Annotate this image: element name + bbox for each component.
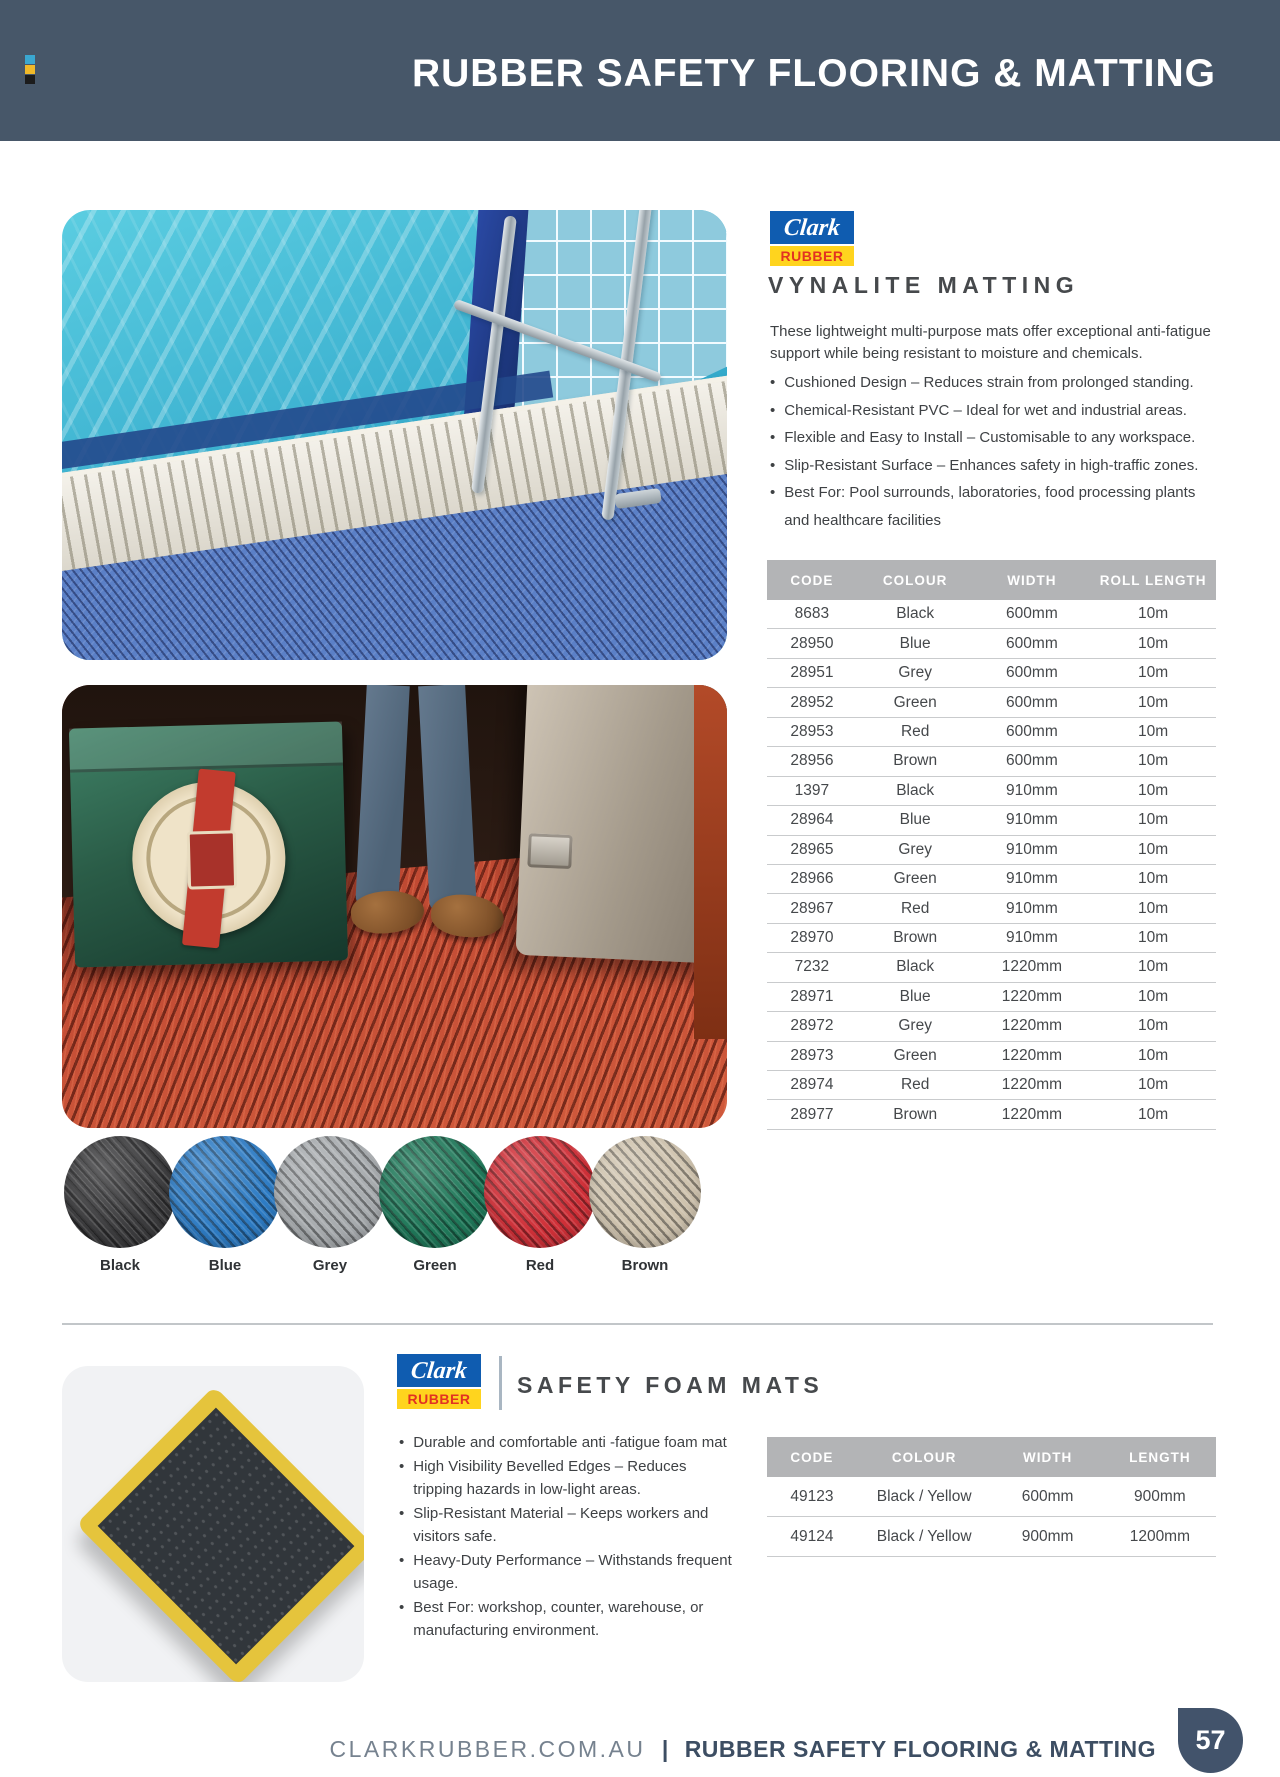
crate-lid <box>69 721 343 772</box>
column-header: WIDTH <box>1007 572 1057 588</box>
foam-bullet <box>399 1502 737 1549</box>
table-cell: 10m <box>1138 693 1169 711</box>
table-cell: 600mm <box>1006 634 1058 652</box>
table-row <box>767 894 1216 923</box>
table-cell: 10m <box>1138 634 1169 652</box>
table-cell: Red <box>900 899 930 917</box>
table-cell: 1220mm <box>1001 1076 1063 1094</box>
table-cell: Green <box>893 1046 937 1064</box>
vynalite-section-title: VYNALITE MATTING <box>768 272 1080 298</box>
print-registration-icon <box>25 55 35 85</box>
table-cell: 910mm <box>1006 899 1058 917</box>
table-row <box>767 688 1216 717</box>
table-cell: Blue <box>899 811 931 829</box>
table-row <box>767 1100 1216 1129</box>
foam-mat-illustration <box>76 1386 364 1682</box>
column-header: WIDTH <box>1022 1449 1073 1465</box>
table-cell: 600mm <box>1006 664 1058 682</box>
table-cell: 900mm <box>1134 1487 1186 1505</box>
bullet-dot: • <box>399 1598 405 1616</box>
colour-swatch-red <box>484 1136 596 1248</box>
vynalite-bullet <box>770 424 1222 452</box>
table-cell: 910mm <box>1006 870 1058 888</box>
table-cell: 28952 <box>790 693 834 711</box>
table-cell: 28956 <box>790 752 834 770</box>
table-row <box>767 777 1216 806</box>
vynalite-bullet-list <box>770 369 1222 534</box>
table-cell: 28964 <box>790 811 834 829</box>
table-cell: Black <box>896 781 935 799</box>
table-row <box>767 1012 1216 1041</box>
vynalite-table <box>767 560 1216 1130</box>
page-number: 57 <box>1195 1725 1226 1755</box>
table-cell: 28966 <box>790 870 834 888</box>
heading-divider-bar <box>499 1356 502 1410</box>
table-cell: 7232 <box>794 958 830 976</box>
footer-section-title: RUBBER SAFETY FLOORING & MATTING <box>684 1736 1156 1762</box>
table-cell: 1220mm <box>1001 987 1063 1005</box>
clark-logo-rubber-text: RUBBER <box>780 248 844 264</box>
table-row <box>767 983 1216 1012</box>
safety-foam-mat-photo <box>62 1366 364 1682</box>
page-title: RUBBER SAFETY FLOORING & MATTING <box>411 52 1216 95</box>
clark-logo-rubber-text: RUBBER <box>407 1391 471 1407</box>
clark-logo-blue-box <box>397 1354 481 1387</box>
vynalite-intro-text: These lightweight multi-purpose mats offer exceptional anti-fatigue support while being resistant to moisture and chemicals. <box>770 323 1211 362</box>
table-cell: 1200mm <box>1129 1527 1191 1545</box>
crate-label-badge <box>187 830 237 889</box>
vynalite-bullet <box>770 397 1222 425</box>
section-divider <box>62 1323 1213 1325</box>
clark-logo-blue-box <box>770 211 854 244</box>
foam-bullet <box>399 1596 737 1643</box>
table-cell: 10m <box>1138 987 1169 1005</box>
table-cell: 1397 <box>794 781 830 799</box>
page-header-band <box>0 0 1280 141</box>
table-row <box>767 806 1216 835</box>
footer-website: CLARKRUBBER.COM.AU <box>329 1736 646 1762</box>
swatch-label: Grey <box>312 1257 348 1274</box>
table-cell: 1220mm <box>1001 1017 1063 1035</box>
bullet-dot: • <box>399 1551 405 1569</box>
table-cell: Grey <box>898 1017 932 1035</box>
bullet-text: Slip-Resistant Material – Keeps workers and visitors safe. <box>413 1504 709 1545</box>
table-cell: 10m <box>1138 870 1169 888</box>
swatch-label: Green <box>413 1257 457 1274</box>
crate-label <box>130 780 287 937</box>
bullet-text: Best For: workshop, counter, warehouse, or manufacturing environment. <box>413 1598 704 1639</box>
colour-swatch-blue <box>169 1136 281 1248</box>
footer <box>0 1736 1156 1763</box>
swatch-label: Brown <box>621 1257 669 1274</box>
table-row <box>767 1071 1216 1100</box>
door-frame <box>694 685 727 1039</box>
colour-swatch-grey <box>274 1136 386 1248</box>
column-header: ROLL LENGTH <box>1099 572 1207 588</box>
table-row <box>767 1477 1216 1517</box>
table-cell: 49124 <box>790 1527 834 1545</box>
table-row <box>767 865 1216 894</box>
footer-separator: | <box>661 1736 669 1762</box>
colour-swatch-green <box>379 1136 491 1248</box>
bullet-text: Cushioned Design – Reduces strain from prolonged standing. <box>784 374 1194 391</box>
table-cell: 10m <box>1138 1017 1169 1035</box>
clark-logo-wordmark: Clark <box>782 214 842 241</box>
table-row <box>767 1517 1216 1557</box>
bullet-text: Heavy-Duty Performance – Withstands frequent usage. <box>413 1551 732 1592</box>
bullet-text: Best For: Pool surrounds, laboratories, food processing plants and healthcare facilities <box>784 484 1196 529</box>
table-row <box>767 629 1216 658</box>
bullet-dot: • <box>399 1434 405 1451</box>
table-cell: 28967 <box>790 899 834 917</box>
table-row <box>767 747 1216 776</box>
table-cell: Red <box>900 1076 930 1094</box>
swatch-label: Red <box>525 1257 555 1274</box>
table-cell: Blue <box>899 987 931 1005</box>
table-row <box>767 718 1216 747</box>
bullet-text: Durable and comfortable anti -fatigue foam mat <box>413 1434 727 1451</box>
clark-logo-yellow-box <box>397 1387 481 1409</box>
table-cell: 10m <box>1138 722 1169 740</box>
table-cell: 10m <box>1138 899 1169 917</box>
table-cell: Green <box>893 870 937 888</box>
table-cell: 10m <box>1138 1076 1169 1094</box>
vynalite-bullet <box>770 369 1222 397</box>
bullet-dot: • <box>399 1504 405 1522</box>
worker-boot <box>430 893 506 940</box>
table-row <box>767 600 1216 629</box>
table-cell: Brown <box>893 929 938 947</box>
bullet-dot: • <box>770 429 776 446</box>
table-cell: 10m <box>1138 605 1169 623</box>
foam-bullet-list <box>399 1431 737 1643</box>
vynalite-table-header <box>767 560 1216 600</box>
column-header: CODE <box>790 572 834 588</box>
bullet-text: Chemical-Resistant PVC – Ideal for wet and industrial areas. <box>784 401 1187 419</box>
column-header: CODE <box>790 1449 834 1465</box>
swatch-label: Blue <box>208 1257 242 1274</box>
table-cell: 28972 <box>790 1017 834 1035</box>
table-cell: 28974 <box>790 1076 834 1094</box>
table-cell: 900mm <box>1021 1527 1074 1545</box>
table-row <box>767 659 1216 688</box>
table-row <box>767 924 1216 953</box>
bullet-text: High Visibility Bevelled Edges – Reduces tripping hazards in low-light areas. <box>413 1457 687 1498</box>
table-cell: 28973 <box>790 1046 834 1064</box>
table-cell: Black / Yellow <box>876 1527 972 1545</box>
workshop-matting-photo <box>62 685 727 1128</box>
table-cell: Red <box>900 722 930 740</box>
page-number-badge <box>1178 1708 1243 1773</box>
table-cell: Grey <box>898 664 932 682</box>
colour-swatch-brown <box>589 1136 701 1248</box>
table-cell: 10m <box>1138 958 1169 976</box>
door-latch <box>527 832 572 868</box>
table-cell: 28965 <box>790 840 834 858</box>
vynalite-bullet <box>770 452 1222 480</box>
table-cell: 10m <box>1138 811 1169 829</box>
crate <box>69 721 348 967</box>
table-cell: Black <box>896 958 935 976</box>
table-cell: 600mm <box>1006 752 1058 770</box>
table-cell: 10m <box>1138 664 1169 682</box>
table-cell: 600mm <box>1021 1487 1074 1505</box>
table-cell: 28950 <box>790 634 834 652</box>
table-cell: 600mm <box>1006 722 1058 740</box>
table-cell: 28977 <box>790 1105 834 1123</box>
table-cell: Grey <box>898 840 932 858</box>
table-cell: 600mm <box>1006 693 1058 711</box>
bullet-dot: • <box>770 484 776 501</box>
table-cell: 1220mm <box>1001 1046 1063 1064</box>
table-row <box>767 1042 1216 1071</box>
foam-bullet <box>399 1455 737 1502</box>
table-cell: 10m <box>1138 781 1169 799</box>
bullet-dot: • <box>770 374 776 391</box>
clark-logo-yellow-box <box>770 244 854 266</box>
bullet-dot: • <box>770 456 776 474</box>
table-cell: 28953 <box>790 722 834 740</box>
foam-section-title: SAFETY FOAM MATS <box>517 1372 824 1398</box>
column-header: COLOUR <box>891 1449 957 1465</box>
clark-logo-wordmark: Clark <box>409 1357 469 1384</box>
vynalite-bullet <box>770 479 1222 534</box>
foam-bullet <box>399 1431 737 1455</box>
table-cell: 8683 <box>794 605 830 623</box>
table-cell: 910mm <box>1006 840 1058 858</box>
clark-rubber-logo <box>397 1354 481 1409</box>
clark-rubber-logo <box>770 211 854 266</box>
table-row <box>767 836 1216 865</box>
table-cell: Brown <box>893 1105 938 1123</box>
table-cell: 910mm <box>1006 811 1058 829</box>
bullet-dot: • <box>770 401 776 419</box>
foam-table-header <box>767 1437 1216 1477</box>
vynalite-table-body <box>767 600 1216 1130</box>
table-cell: 1220mm <box>1001 1105 1063 1123</box>
bullet-dot: • <box>399 1457 405 1475</box>
pool-matting-photo <box>62 210 727 660</box>
table-cell: 1220mm <box>1001 958 1063 976</box>
table-row <box>767 953 1216 982</box>
table-cell: 10m <box>1138 929 1169 947</box>
table-cell: 10m <box>1138 1105 1169 1123</box>
table-cell: 28971 <box>790 987 834 1005</box>
table-cell: 28970 <box>790 929 834 947</box>
foam-bullet <box>399 1549 737 1596</box>
bullet-text: Slip-Resistant Surface – Enhances safety in high-traffic zones. <box>784 456 1199 474</box>
table-cell: 10m <box>1138 752 1169 770</box>
table-cell: 10m <box>1138 1046 1169 1064</box>
table-cell: Green <box>893 693 937 711</box>
foam-table-body <box>767 1477 1216 1557</box>
table-cell: 910mm <box>1006 929 1058 947</box>
table-cell: 910mm <box>1006 781 1058 799</box>
bullet-text: Flexible and Easy to Install – Customisable to any workspace. <box>784 429 1196 446</box>
swatch-label: Black <box>99 1257 141 1274</box>
table-cell: 10m <box>1138 840 1169 858</box>
table-cell: Black <box>896 605 935 623</box>
column-header: LENGTH <box>1129 1449 1191 1465</box>
table-cell: 28951 <box>790 664 834 682</box>
foam-table <box>767 1437 1216 1557</box>
table-cell: Blue <box>899 634 931 652</box>
table-cell: Brown <box>893 752 938 770</box>
colour-swatch-black <box>64 1136 176 1248</box>
table-cell: 49123 <box>790 1487 834 1505</box>
column-header: COLOUR <box>882 572 948 588</box>
table-cell: Black / Yellow <box>876 1487 972 1505</box>
table-cell: 600mm <box>1006 605 1058 623</box>
